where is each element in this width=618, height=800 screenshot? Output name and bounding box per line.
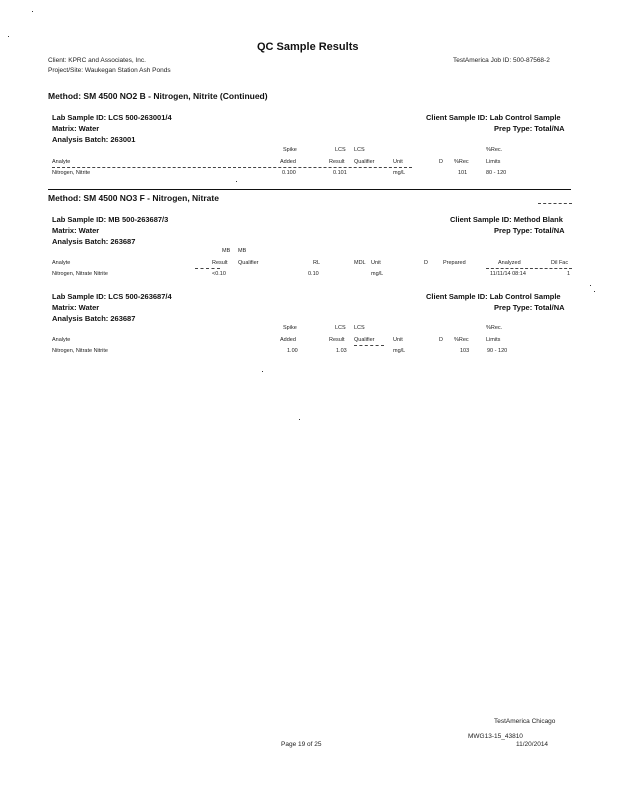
col-head-top: MB [238,248,247,254]
lab-sample-id: Lab Sample ID: MB 500-263687/3 [52,215,169,224]
col-header: Unit [371,260,381,266]
job-id: TestAmerica Job ID: 500-87568-2 [453,57,550,64]
table-row-unit: mg/L [393,348,406,354]
table-row-analyte: Nitrogen, Nitrate Nitrite [52,348,108,354]
prep-type: Prep Type: Total/NA [494,124,565,133]
col-header: Analyte [52,337,71,343]
col-head-top: Spike [283,325,297,331]
client-name: Client: KPRC and Associates, Inc. [48,57,146,64]
prep-type: Prep Type: Total/NA [494,303,565,312]
client-sample-id: Client Sample ID: Lab Control Sample [426,113,561,122]
matrix: Matrix: Water [52,303,100,312]
project-site: Project/Site: Waukegan Station Ash Ponds [48,67,171,74]
method-heading-nitrate: Method: SM 4500 NO3 F - Nitrogen, Nitrate [48,193,219,203]
lab-sample-id: Lab Sample ID: LCS 500-263687/4 [52,292,172,301]
col-header: Dil Fac [551,260,569,266]
col-header: Limits [486,159,501,165]
col-header: Added [280,337,296,343]
col-header: Added [280,159,296,165]
table-row-result: 0.101 [333,170,347,176]
col-header: Result [329,337,345,343]
col-header: Limits [486,337,501,343]
matrix: Matrix: Water [52,226,100,235]
col-head-top: LCS [354,325,365,331]
col-header: Qualifier [238,260,259,266]
col-head-top: Spike [283,147,297,153]
table-row-added: 1.00 [287,348,298,354]
matrix: Matrix: Water [52,124,100,133]
table-row-rec: 101 [458,170,468,176]
table-row-result: <0.10 [212,271,226,277]
col-header: MDL [354,260,366,266]
analysis-batch: Analysis Batch: 263687 [52,237,136,246]
table-row-result: 1.03 [336,348,347,354]
col-header: %Rec [454,337,469,343]
col-header: Unit [393,337,403,343]
table-row-analyte: Nitrogen, Nitrite [52,170,91,176]
col-header: Result [212,260,228,266]
col-head-top: MB [222,248,231,254]
client-sample-id: Client Sample ID: Method Blank [450,215,563,224]
col-header: Unit [393,159,403,165]
analysis-batch: Analysis Batch: 263687 [52,314,136,323]
col-header: Qualifier [354,337,375,343]
page-title: QC Sample Results [257,41,359,53]
client-sample-id: Client Sample ID: Lab Control Sample [426,292,561,301]
col-header: RL [313,260,321,266]
section-divider [48,189,571,190]
table-row-limits: 80 - 120 [486,170,507,176]
col-header: Prepared [443,260,466,266]
lab-name: TestAmerica Chicago [494,718,556,725]
document-id: MWG13-15_43810 [468,733,523,740]
table-row-unit: mg/L [393,170,406,176]
col-header: Analyzed [498,260,521,266]
table-row-analyzed: 11/11/14 08:14 [490,271,526,277]
col-head-top: LCS [335,147,346,153]
table-row-rec: 103 [460,348,470,354]
table-row-limits: 90 - 120 [487,348,508,354]
method-heading-nitrite: Method: SM 4500 NO2 B - Nitrogen, Nitrite (Continued) [48,91,268,101]
col-head-top: %Rec. [486,147,503,153]
table-row-analyte: Nitrogen, Nitrate Nitrite [52,271,108,277]
col-head-top: LCS [335,325,346,331]
col-header: Result [329,159,345,165]
lab-sample-id: Lab Sample ID: LCS 500-263001/4 [52,113,172,122]
table-row-added: 0.100 [282,170,296,176]
col-header: Qualifier [354,159,375,165]
col-header: D [439,159,443,165]
col-header: Analyte [52,260,71,266]
col-header: Analyte [52,159,71,165]
table-row-unit: mg/L [371,271,384,277]
prep-type: Prep Type: Total/NA [494,226,565,235]
col-head-top: %Rec. [486,325,503,331]
col-header: %Rec [454,159,469,165]
col-header: D [439,337,443,343]
page-number: Page 19 of 25 [281,741,322,748]
analysis-batch: Analysis Batch: 263001 [52,135,136,144]
report-date: 11/20/2014 [516,741,549,748]
table-row-dil-fac: 1 [567,271,571,277]
table-row-rl: 0.10 [308,271,319,277]
col-head-top: LCS [354,147,365,153]
col-header: D [424,260,428,266]
